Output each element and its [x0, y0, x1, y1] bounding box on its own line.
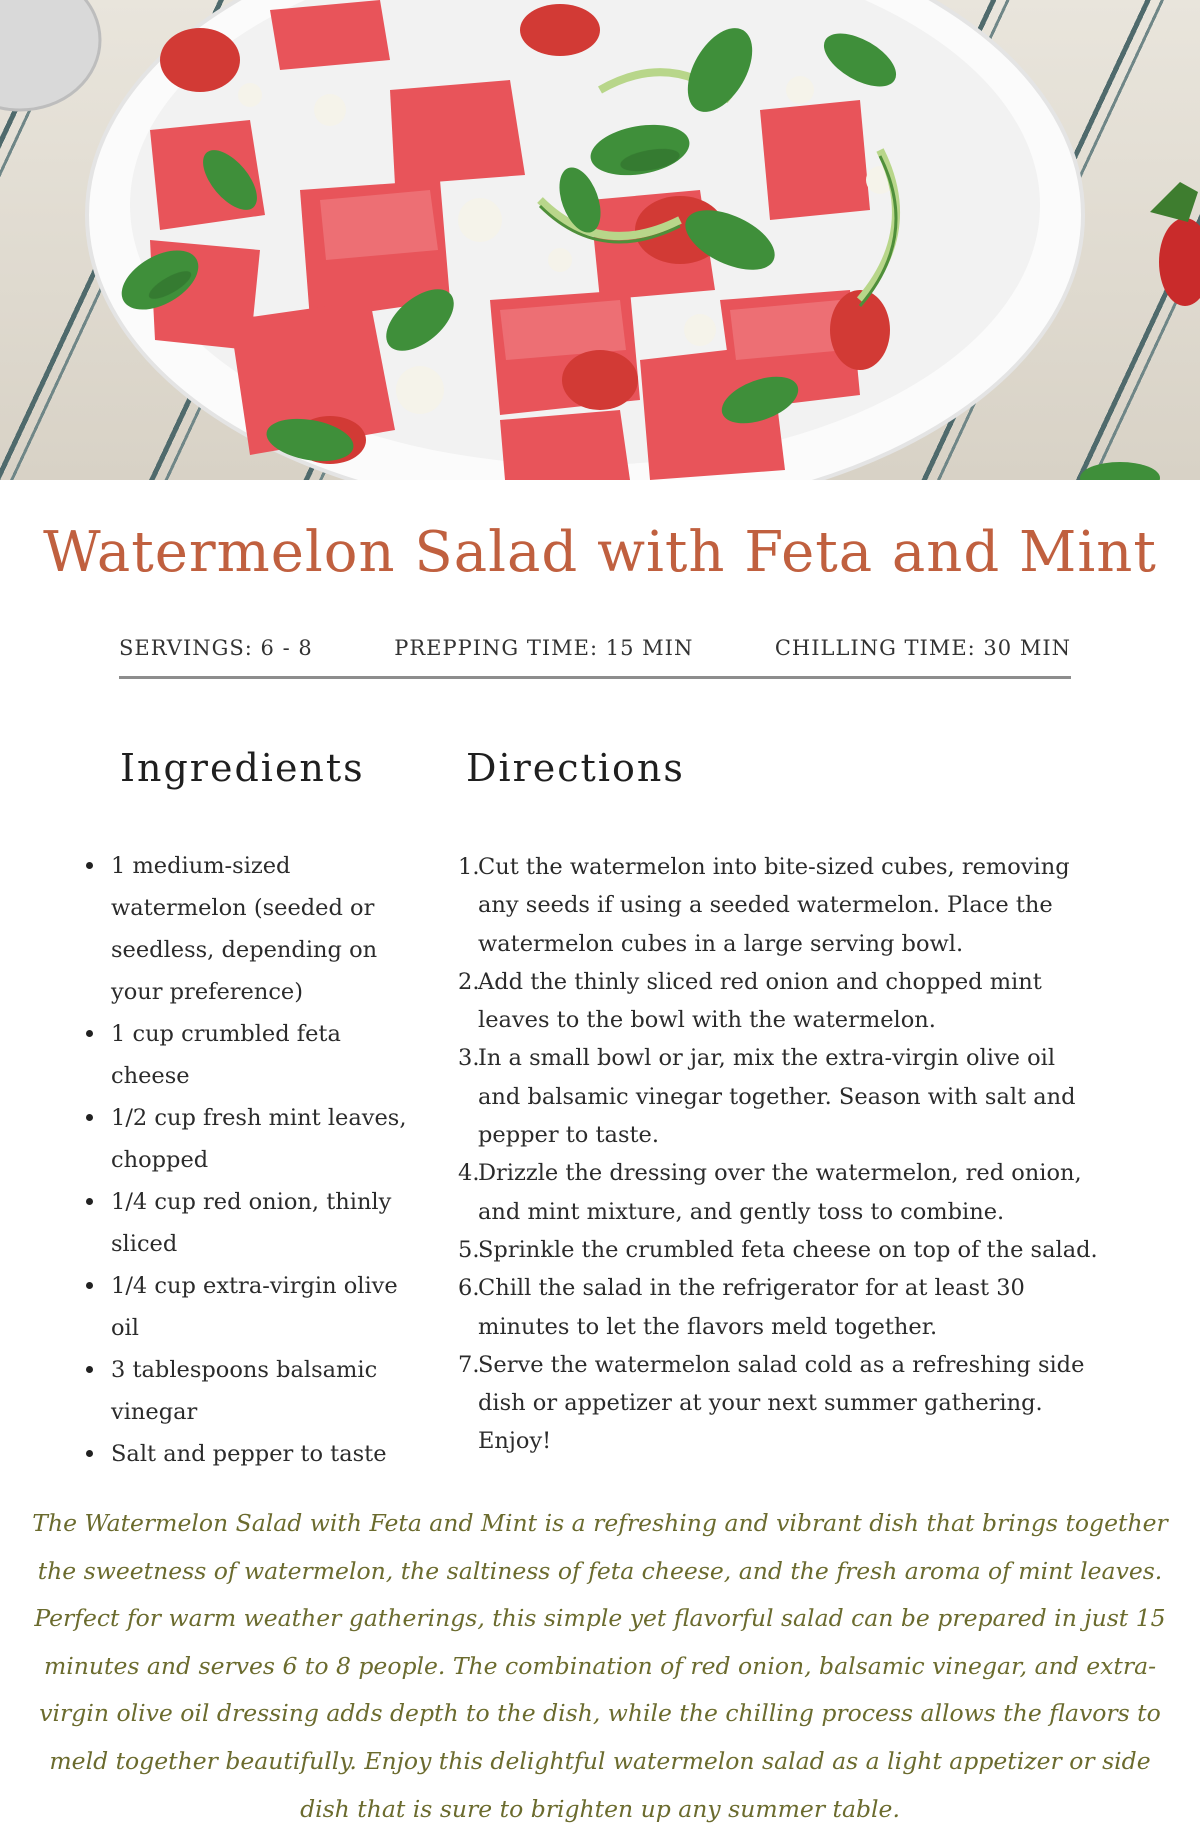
directions-list	[458, 848, 1098, 1461]
ingredient-item	[80, 845, 420, 1013]
bullet-icon	[86, 1198, 93, 1205]
step-text: Drizzle the dressing over the watermelon, red onion, and mint mixture, and gently toss to combine.	[478, 1160, 1082, 1225]
ingredient-text: 1 cup crumbled feta cheese	[111, 1021, 341, 1089]
salad-bowl-illustration	[0, 0, 1200, 480]
bullet-icon	[86, 862, 93, 869]
recipe-meta-bar	[119, 636, 1071, 660]
prepping-time-label: PREPPING TIME: 15 MIN	[394, 636, 694, 660]
ingredient-item	[80, 1181, 420, 1265]
ingredient-text: Salt and pepper to taste	[111, 1441, 387, 1467]
step-number: 2.	[458, 968, 480, 995]
step-text: Cut the watermelon into bite-sized cubes, removing any seeds if using a seeded watermelon. Place the watermelon cubes in a large serving bowl.	[478, 854, 1070, 957]
step-text: Sprinkle the crumbled feta cheese on top of the salad.	[478, 1236, 1098, 1263]
bullet-icon	[86, 1282, 93, 1289]
direction-step	[458, 963, 1098, 1040]
recipe-summary: The Watermelon Salad with Feta and Mint is a refreshing and vibrant dish that brings together the sweetness of watermelon, the saltiness of feta cheese, and the fresh aroma of mint leaves. Perfect for warm weather gatherings, this simple yet flavorful salad can be prepared in just 15 minutes and serves 6 to 8 people. The combination of red onion, balsamic vinegar, and extra-virgin olive oil dressing adds depth to the dish, while the chilling process allows the flavors to meld together beautifully. Enjoy this delightful watermelon salad as a light appetizer or side dish that is sure to brighten up any summer table.	[32, 1509, 1168, 1823]
chilling-time-label: CHILLING TIME: 30 MIN	[774, 636, 1071, 660]
servings-label: SERVINGS: 6 - 8	[119, 636, 313, 660]
bullet-icon	[86, 1114, 93, 1121]
direction-step	[458, 1269, 1098, 1346]
ingredient-item	[80, 1013, 420, 1097]
step-number: 7.	[458, 1351, 480, 1378]
step-text: Add the thinly sliced red onion and chopped mint leaves to the bowl with the watermelon.	[478, 968, 1042, 1034]
step-number: 3.	[458, 1045, 480, 1072]
step-number: 1.	[458, 854, 480, 880]
step-text: In a small bowl or jar, mix the extra-virgin olive oil and balsamic vinegar together. Season with salt and pepper to taste.	[478, 1045, 1076, 1149]
direction-step	[458, 1231, 1098, 1269]
ingredient-item	[80, 1097, 420, 1181]
directions-heading: Directions	[466, 746, 685, 790]
direction-step	[458, 1346, 1098, 1461]
ingredient-text: 1 medium-sized watermelon (seeded or seedless, depending on your preference)	[111, 853, 378, 1005]
direction-step	[458, 848, 1098, 963]
recipe-title: Watermelon Salad with Feta and Mint	[43, 520, 1157, 585]
ingredient-item	[80, 1433, 420, 1475]
bullet-icon	[86, 1030, 93, 1037]
meta-divider	[119, 676, 1071, 679]
ingredient-text: 1/2 cup fresh mint leaves, chopped	[111, 1105, 407, 1173]
step-text: Serve the watermelon salad cold as a refreshing side dish or appetizer at your next summer gathering. Enjoy!	[478, 1351, 1085, 1455]
step-number: 5.	[458, 1236, 480, 1263]
ingredient-item	[80, 1265, 420, 1349]
step-number: 4.	[458, 1160, 480, 1187]
step-text: Chill the salad in the refrigerator for at least 30 minutes to let the flavors meld together.	[478, 1275, 1025, 1340]
step-number: 6.	[458, 1275, 480, 1302]
bullet-icon	[86, 1366, 93, 1373]
ingredient-text: 3 tablespoons balsamic vinegar	[111, 1357, 378, 1425]
bullet-icon	[86, 1450, 93, 1457]
ingredients-list	[80, 845, 420, 1475]
direction-step	[458, 1154, 1098, 1231]
ingredient-item	[80, 1349, 420, 1433]
direction-step	[458, 1039, 1098, 1154]
ingredient-text: 1/4 cup extra-virgin olive oil	[111, 1273, 398, 1341]
hero-salad-photo	[0, 0, 1200, 480]
ingredients-heading: Ingredients	[120, 746, 365, 790]
ingredient-text: 1/4 cup red onion, thinly sliced	[111, 1189, 392, 1257]
